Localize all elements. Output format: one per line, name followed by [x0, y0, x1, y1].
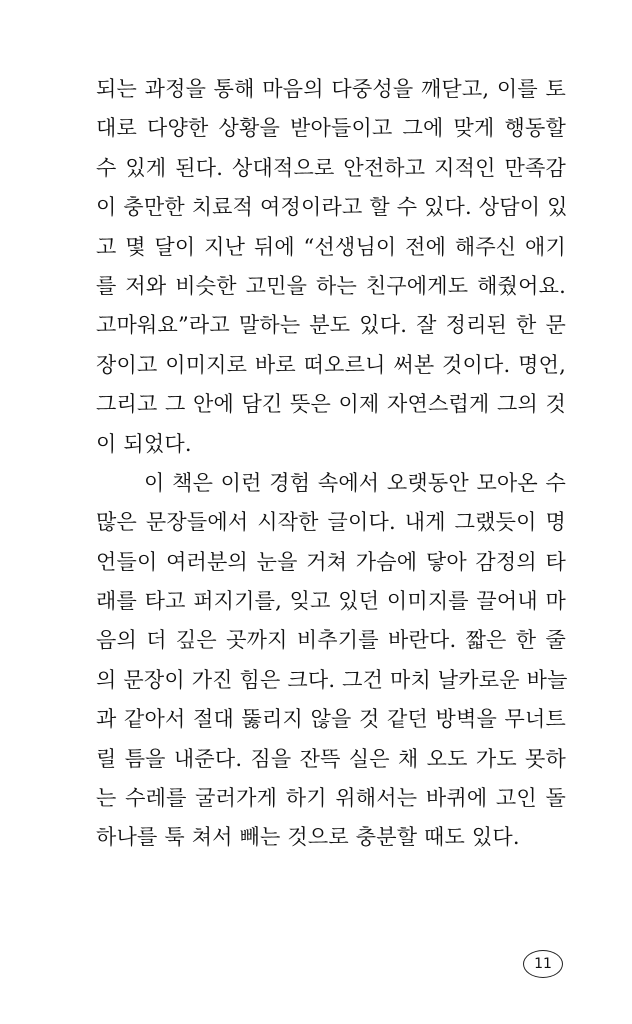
text-line: 언들이 여러분의 눈을 거쳐 가슴에 닿아 감정의 타 [96, 549, 566, 574]
text-line: 래를 타고 퍼지기를, 잊고 있던 이미지를 끌어내 마 [96, 589, 566, 614]
text-line: 장이고 이미지로 바로 떠오르니 써본 것이다. 명언, [96, 352, 566, 377]
page-body [96, 70, 566, 858]
page-number: 11 [523, 950, 563, 978]
text-line: 되는 과정을 통해 마음의 다중성을 깨닫고, 이를 토 [96, 77, 566, 101]
text-line: 이 되었다. [96, 431, 192, 456]
text-line: 는 수레를 굴러가게 하기 위해서는 바퀴에 고인 돌 [96, 786, 566, 811]
text-line: 릴 틈을 내준다. 짐을 잔뜩 실은 채 오도 가도 못하 [96, 746, 566, 771]
text-line: 를 저와 비슷한 고민을 하는 친구에게도 해줬어요. [96, 273, 566, 298]
text-line: 고 몇 달이 지난 뒤에 “선생님이 전에 해주신 애기 [96, 234, 566, 259]
text-line: 대로 다양한 상황을 받아들이고 그에 맞게 행동할 [96, 116, 566, 141]
text-line: 이 책은 이런 경험 속에서 오랫동안 모아온 수 [144, 470, 566, 495]
paragraph [96, 70, 566, 464]
text-line: 하나를 툭 쳐서 빼는 것으로 충분할 때도 있다. [96, 825, 520, 850]
text-line: 과 같아서 절대 뚫리지 않을 것 같던 방벽을 무너트 [96, 707, 566, 732]
text-line: 수 있게 된다. 상대적으로 안전하고 지적인 만족감 [96, 155, 566, 180]
text-line: 많은 문장들에서 시작한 글이다. 내게 그랬듯이 명 [96, 510, 566, 535]
text-line: 그리고 그 안에 담긴 뜻은 이제 자연스럽게 그의 것 [96, 392, 566, 417]
text-line: 고마워요”라고 말하는 분도 있다. 잘 정리된 한 문 [96, 313, 566, 338]
text-line: 의 문장이 가진 힘은 크다. 그건 마치 날카로운 바늘 [96, 667, 568, 692]
paragraph [96, 464, 566, 858]
text-line: 이 충만한 치료적 여정이라고 할 수 있다. 상담이 있 [96, 195, 568, 220]
text-line: 음의 더 깊은 곳까지 비추기를 바란다. 짧은 한 줄 [96, 628, 566, 653]
